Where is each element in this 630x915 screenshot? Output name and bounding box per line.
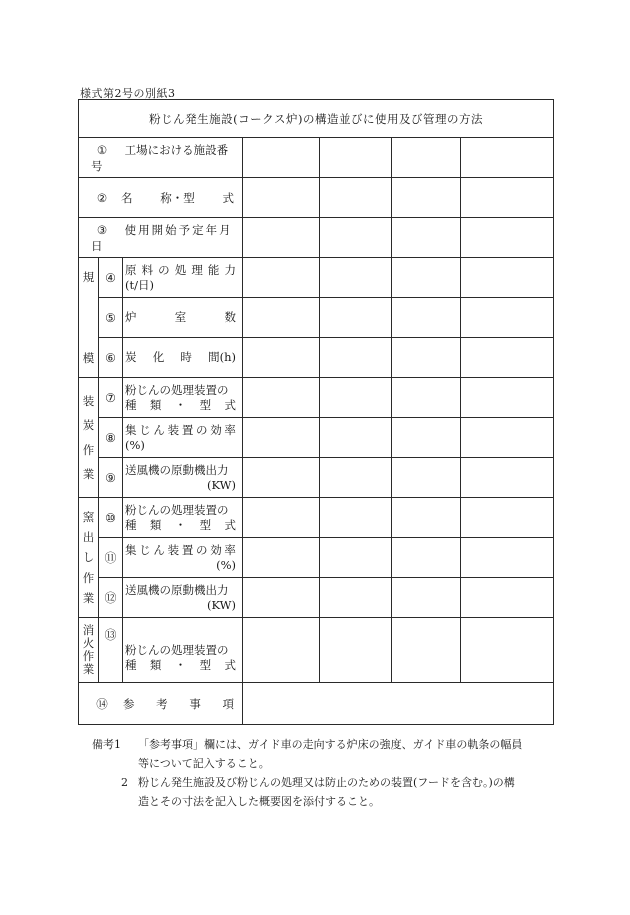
table-row (79, 538, 554, 578)
value-cell[interactable] (461, 178, 554, 218)
value-cell[interactable] (320, 618, 392, 683)
value-cell[interactable] (461, 258, 554, 298)
value-cell[interactable] (392, 458, 461, 498)
value-cell[interactable] (392, 338, 461, 378)
row-number: ⑪ (99, 538, 123, 578)
value-cell[interactable] (461, 298, 554, 338)
value-cell[interactable] (392, 178, 461, 218)
value-cell[interactable] (243, 258, 320, 298)
value-cell[interactable] (461, 578, 554, 618)
value-cell[interactable] (320, 458, 392, 498)
form-title: 粉じん発生施設(コークス炉)の構造並びに使用及び管理の方法 (79, 100, 554, 138)
table-row (79, 458, 554, 498)
row-label-facility-number: ① 工場における施設番号 (79, 138, 243, 178)
value-cell[interactable] (392, 618, 461, 683)
table-row (79, 378, 554, 418)
row-number: ⑨ (99, 458, 123, 498)
value-cell[interactable] (243, 218, 320, 258)
row-label-blower-output: 送風機の原動機出力 (KW) (123, 458, 243, 498)
row-number: ④ (99, 258, 123, 298)
value-cell[interactable] (243, 338, 320, 378)
value-cell[interactable] (461, 418, 554, 458)
remarks (92, 735, 562, 811)
table-row (79, 418, 554, 458)
row-number: ⑤ (99, 298, 123, 338)
row-number: ⑥ (99, 338, 123, 378)
facility-form-table (78, 99, 554, 725)
value-cell[interactable] (320, 498, 392, 538)
value-cell[interactable] (243, 538, 320, 578)
value-cell[interactable] (320, 418, 392, 458)
row-label-dust-efficiency: 集 じ ん 装 置 の 効 率 (%) (123, 538, 243, 578)
form-identifier: 様式第2号の別紙3 (80, 87, 176, 100)
value-cell[interactable] (392, 138, 461, 178)
reference-notes-field[interactable] (243, 683, 554, 725)
value-cell[interactable] (392, 258, 461, 298)
remark-1-line-1: 「参考事項」欄には、ガイド車の走向する炉床の強度、ガイド車の軌条の幅員 (138, 738, 523, 751)
value-cell[interactable] (320, 138, 392, 178)
row-number: ⑩ (99, 498, 123, 538)
table-row (79, 178, 554, 218)
value-cell[interactable] (243, 378, 320, 418)
row-label-oven-chambers: 炉 室 数 (123, 298, 243, 338)
row-label-carbonization-time: 炭 化 時 間(h) (123, 338, 243, 378)
value-cell[interactable] (243, 618, 320, 683)
row-label-start-date: ③ 使用開始予定年月日 (79, 218, 243, 258)
row-number: ⑫ (99, 578, 123, 618)
row-label-blower-output: 送風機の原動機出力 (KW) (123, 578, 243, 618)
value-cell[interactable] (320, 538, 392, 578)
table-row (79, 683, 554, 725)
row-label-raw-material-capacity: 原 料 の 処 理 能 力 (t/日) (123, 258, 243, 298)
remark-1-head: 備考1 (92, 738, 121, 751)
remark-1-line-2: 等について記入すること。 (138, 757, 270, 770)
value-cell[interactable] (243, 458, 320, 498)
group-label-charging-work: 装 炭 作 業 (79, 378, 99, 498)
group-label-pushing-work: 窯 出 し 作 業 (79, 498, 99, 618)
table-row (79, 338, 554, 378)
group-label-scale: 規 模 (79, 258, 99, 378)
value-cell[interactable] (461, 618, 554, 683)
value-cell[interactable] (320, 298, 392, 338)
value-cell[interactable] (320, 578, 392, 618)
row-number: ⑧ (99, 418, 123, 458)
remark-2-head: 2 (121, 776, 128, 789)
value-cell[interactable] (243, 498, 320, 538)
value-cell[interactable] (243, 418, 320, 458)
table-row (79, 298, 554, 338)
row-label-dust-device-type: 粉じんの処理装置の 種 類 ・ 型 式 (123, 378, 243, 418)
value-cell[interactable] (461, 538, 554, 578)
value-cell[interactable] (243, 178, 320, 218)
table-row (79, 578, 554, 618)
value-cell[interactable] (392, 418, 461, 458)
row-number: ⑦ (99, 378, 123, 418)
value-cell[interactable] (320, 258, 392, 298)
row-label-dust-efficiency: 集 じ ん 装 置 の 効 率 (%) (123, 418, 243, 458)
table-row (79, 258, 554, 298)
value-cell[interactable] (461, 338, 554, 378)
row-label-reference-notes: ⑭ 参 考 事 項 (79, 683, 243, 725)
value-cell[interactable] (392, 378, 461, 418)
value-cell[interactable] (392, 538, 461, 578)
table-row (79, 618, 554, 683)
row-number: ⑬ (99, 618, 123, 683)
value-cell[interactable] (461, 138, 554, 178)
value-cell[interactable] (320, 378, 392, 418)
table-row (79, 498, 554, 538)
table-row (79, 218, 554, 258)
row-label-name-model: ② 名 称・型 式 (79, 178, 243, 218)
value-cell[interactable] (320, 218, 392, 258)
remark-2-line-2: 造とその寸法を記入した概要図を添付すること。 (138, 795, 380, 808)
value-cell[interactable] (392, 498, 461, 538)
remark-2-line-1: 粉じん発生施設及び粉じんの処理又は防止のための装置(フードを含む。)の構 (138, 776, 515, 789)
value-cell[interactable] (320, 178, 392, 218)
value-cell[interactable] (243, 138, 320, 178)
row-label-dust-device-type: 粉じんの処理装置の 種 類 ・ 型 式 (123, 618, 243, 683)
value-cell[interactable] (392, 578, 461, 618)
value-cell[interactable] (392, 218, 461, 258)
group-label-quenching-work: 消 火 作 業 (79, 618, 99, 683)
value-cell[interactable] (320, 338, 392, 378)
value-cell[interactable] (243, 578, 320, 618)
value-cell[interactable] (461, 458, 554, 498)
table-row (79, 138, 554, 178)
value-cell[interactable] (461, 498, 554, 538)
value-cell[interactable] (392, 298, 461, 338)
value-cell[interactable] (243, 298, 320, 338)
value-cell[interactable] (461, 378, 554, 418)
value-cell[interactable] (461, 218, 554, 258)
row-label-dust-device-type: 粉じんの処理装置の 種 類 ・ 型 式 (123, 498, 243, 538)
